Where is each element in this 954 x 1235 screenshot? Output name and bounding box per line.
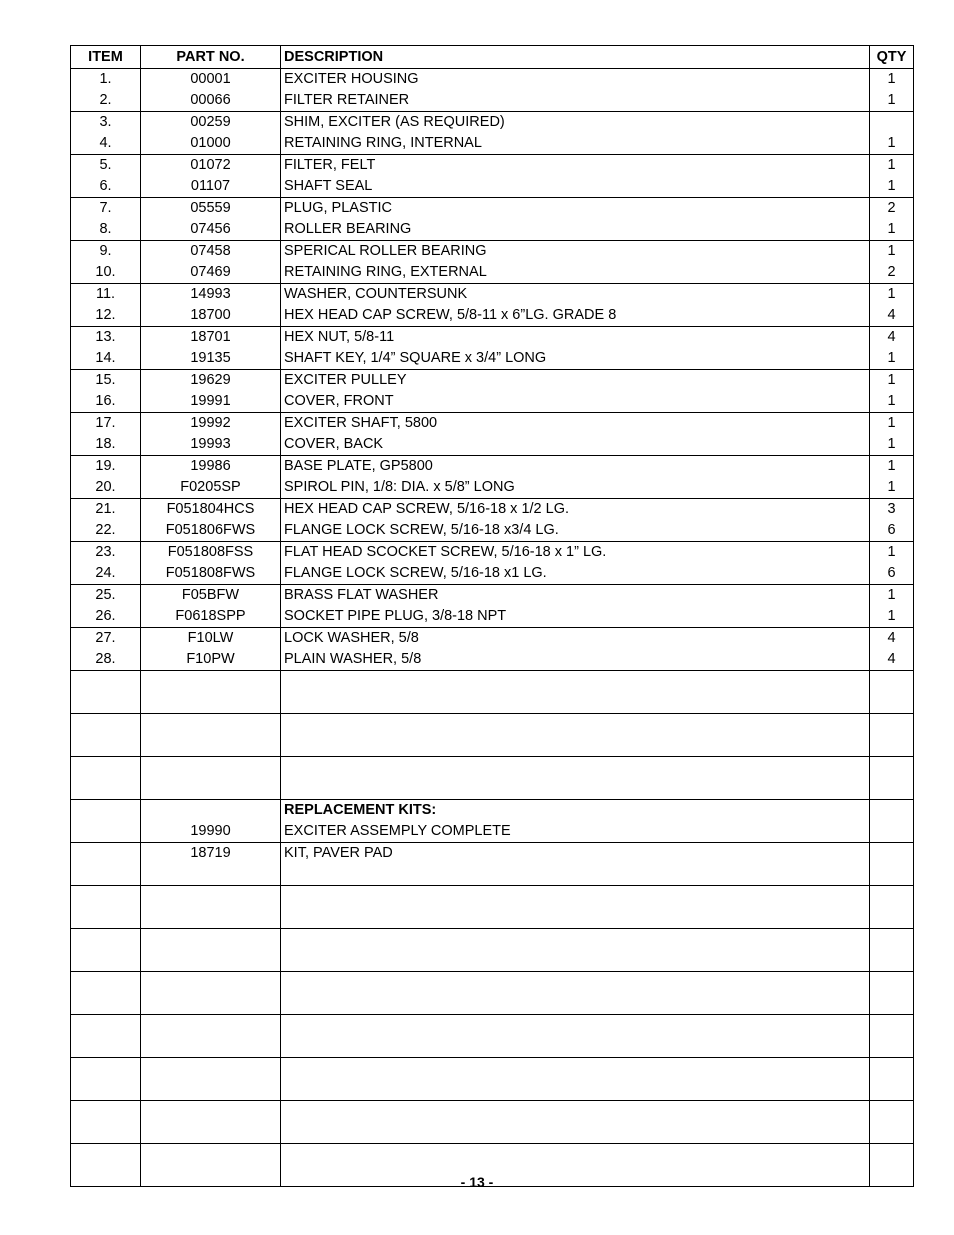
cell-part-no <box>141 993 281 1015</box>
cell-part-no <box>141 972 281 994</box>
cell-part-no <box>141 1144 281 1166</box>
cell-qty: 1 <box>870 585 914 607</box>
cell-description: FLANGE LOCK SCREW, 5/16-18 x1 LG. <box>281 563 870 585</box>
cell-qty: 1 <box>870 348 914 370</box>
cell-part-no: 07469 <box>141 262 281 284</box>
table-row <box>71 499 914 521</box>
table-row <box>71 327 914 349</box>
cell-item: 1. <box>71 69 141 91</box>
cell-qty <box>870 821 914 843</box>
cell-part-no: 18719 <box>141 843 281 865</box>
table-row <box>71 1036 914 1058</box>
cell-description: EXCITER SHAFT, 5800 <box>281 413 870 435</box>
table-row <box>71 778 914 800</box>
cell-qty: 4 <box>870 649 914 671</box>
cell-qty <box>870 1079 914 1101</box>
cell-part-no: 18700 <box>141 305 281 327</box>
cell-item: 21. <box>71 499 141 521</box>
cell-qty <box>870 1101 914 1123</box>
cell-qty <box>870 1144 914 1166</box>
table-row <box>71 1122 914 1144</box>
cell-description: HEX HEAD CAP SCREW, 5/8-11 x 6”LG. GRADE 8 <box>281 305 870 327</box>
cell-description <box>281 1122 870 1144</box>
cell-description <box>281 1101 870 1123</box>
cell-qty: 2 <box>870 198 914 220</box>
cell-qty: 4 <box>870 628 914 650</box>
cell-part-no <box>141 778 281 800</box>
cell-description: WASHER, COUNTERSUNK <box>281 284 870 306</box>
table-row <box>71 757 914 779</box>
cell-part-no <box>141 757 281 779</box>
cell-part-no: F051804HCS <box>141 499 281 521</box>
cell-item <box>71 993 141 1015</box>
cell-description: HEX NUT, 5/8-11 <box>281 327 870 349</box>
cell-qty <box>870 714 914 736</box>
cell-part-no <box>141 907 281 929</box>
cell-qty: 1 <box>870 284 914 306</box>
table-body <box>71 69 914 1187</box>
cell-part-no: 19135 <box>141 348 281 370</box>
table-row <box>71 262 914 284</box>
table-row <box>71 133 914 155</box>
cell-part-no: F10LW <box>141 628 281 650</box>
cell-item: 17. <box>71 413 141 435</box>
cell-part-no <box>141 735 281 757</box>
cell-description: SOCKET PIPE PLUG, 3/8-18 NPT <box>281 606 870 628</box>
cell-item <box>71 1058 141 1080</box>
cell-description: PLUG, PLASTIC <box>281 198 870 220</box>
cell-qty: 4 <box>870 305 914 327</box>
cell-qty: 1 <box>870 477 914 499</box>
cell-part-no: 19629 <box>141 370 281 392</box>
cell-part-no <box>141 1058 281 1080</box>
cell-part-no: 19993 <box>141 434 281 456</box>
cell-item <box>71 907 141 929</box>
cell-qty <box>870 671 914 693</box>
table-row <box>71 370 914 392</box>
cell-description: EXCITER PULLEY <box>281 370 870 392</box>
cell-description <box>281 1079 870 1101</box>
table-row <box>71 198 914 220</box>
cell-qty <box>870 886 914 908</box>
cell-part-no: 01107 <box>141 176 281 198</box>
page-number: - 13 - <box>460 1174 494 1190</box>
cell-part-no: 07456 <box>141 219 281 241</box>
cell-item <box>71 778 141 800</box>
cell-item <box>71 1144 141 1166</box>
cell-qty <box>870 950 914 972</box>
header-row <box>71 46 914 69</box>
cell-qty: 1 <box>870 133 914 155</box>
cell-qty <box>870 735 914 757</box>
cell-item: 13. <box>71 327 141 349</box>
cell-description: RETAINING RING, INTERNAL <box>281 133 870 155</box>
cell-description: FLANGE LOCK SCREW, 5/16-18 x3/4 LG. <box>281 520 870 542</box>
cell-item: 11. <box>71 284 141 306</box>
cell-qty <box>870 1036 914 1058</box>
table-row <box>71 972 914 994</box>
cell-qty: 3 <box>870 499 914 521</box>
cell-qty <box>870 800 914 822</box>
cell-description: ROLLER BEARING <box>281 219 870 241</box>
cell-description <box>281 950 870 972</box>
cell-item: 3. <box>71 112 141 134</box>
cell-description <box>281 735 870 757</box>
table-row <box>71 606 914 628</box>
cell-description <box>281 1015 870 1037</box>
table-row <box>71 542 914 564</box>
cell-description <box>281 671 870 693</box>
cell-qty: 1 <box>870 155 914 177</box>
cell-item <box>71 757 141 779</box>
cell-qty <box>870 112 914 134</box>
table-row <box>71 155 914 177</box>
cell-part-no: 19991 <box>141 391 281 413</box>
cell-part-no <box>141 1101 281 1123</box>
table-row <box>71 219 914 241</box>
table-row <box>71 520 914 542</box>
cell-description <box>281 1036 870 1058</box>
cell-part-no <box>141 886 281 908</box>
table-row <box>71 413 914 435</box>
cell-qty: 4 <box>870 327 914 349</box>
table-row <box>71 864 914 886</box>
cell-qty <box>870 907 914 929</box>
cell-item: 20. <box>71 477 141 499</box>
cell-item: 2. <box>71 90 141 112</box>
cell-part-no <box>141 800 281 822</box>
cell-description: EXCITER ASSEMPLY COMPLETE <box>281 821 870 843</box>
cell-qty: 1 <box>870 69 914 91</box>
cell-qty: 1 <box>870 434 914 456</box>
cell-item: 25. <box>71 585 141 607</box>
table-row <box>71 563 914 585</box>
cell-qty <box>870 692 914 714</box>
table-row <box>71 671 914 693</box>
cell-item <box>71 671 141 693</box>
cell-part-no <box>141 1015 281 1037</box>
cell-item <box>71 735 141 757</box>
table-row <box>71 434 914 456</box>
table-row <box>71 69 914 91</box>
cell-description: FILTER RETAINER <box>281 90 870 112</box>
table-row <box>71 649 914 671</box>
cell-item <box>71 929 141 951</box>
cell-description: KIT, PAVER PAD <box>281 843 870 865</box>
table-row <box>71 1058 914 1080</box>
cell-part-no <box>141 1036 281 1058</box>
cell-item <box>71 972 141 994</box>
cell-qty <box>870 757 914 779</box>
cell-part-no: 18701 <box>141 327 281 349</box>
table-row <box>71 735 914 757</box>
cell-part-no: 19990 <box>141 821 281 843</box>
cell-qty <box>870 1058 914 1080</box>
cell-item: 5. <box>71 155 141 177</box>
cell-qty: 1 <box>870 241 914 263</box>
table-row <box>71 821 914 843</box>
cell-description: SPERICAL ROLLER BEARING <box>281 241 870 263</box>
cell-item: 22. <box>71 520 141 542</box>
cell-item <box>71 1015 141 1037</box>
cell-description <box>281 1058 870 1080</box>
table-row <box>71 176 914 198</box>
cell-description: REPLACEMENT KITS: <box>281 800 870 822</box>
table-row <box>71 477 914 499</box>
cell-description <box>281 757 870 779</box>
cell-qty <box>870 778 914 800</box>
cell-qty <box>870 864 914 886</box>
cell-item <box>71 1101 141 1123</box>
cell-qty: 1 <box>870 370 914 392</box>
cell-item <box>71 886 141 908</box>
cell-part-no: 00001 <box>141 69 281 91</box>
cell-item: 10. <box>71 262 141 284</box>
cell-part-no: 00066 <box>141 90 281 112</box>
cell-qty: 6 <box>870 520 914 542</box>
table-header <box>71 46 914 69</box>
table-row <box>71 284 914 306</box>
cell-part-no: F051808FSS <box>141 542 281 564</box>
cell-description: RETAINING RING, EXTERNAL <box>281 262 870 284</box>
cell-item <box>71 950 141 972</box>
cell-qty <box>870 1122 914 1144</box>
cell-qty <box>870 972 914 994</box>
cell-qty: 1 <box>870 456 914 478</box>
cell-item <box>71 843 141 865</box>
table-row <box>71 90 914 112</box>
cell-item: 12. <box>71 305 141 327</box>
cell-qty <box>870 929 914 951</box>
table-row <box>71 692 914 714</box>
table-row <box>71 950 914 972</box>
cell-qty: 1 <box>870 176 914 198</box>
cell-description: FLAT HEAD SCOCKET SCREW, 5/16-18 x 1” LG. <box>281 542 870 564</box>
cell-description <box>281 929 870 951</box>
cell-description <box>281 907 870 929</box>
cell-qty: 1 <box>870 542 914 564</box>
cell-part-no: F051808FWS <box>141 563 281 585</box>
cell-item <box>71 1036 141 1058</box>
cell-description: BRASS FLAT WASHER <box>281 585 870 607</box>
cell-description <box>281 1144 870 1166</box>
cell-description: BASE PLATE, GP5800 <box>281 456 870 478</box>
cell-part-no: 07458 <box>141 241 281 263</box>
cell-item: 26. <box>71 606 141 628</box>
cell-item <box>71 714 141 736</box>
table-row <box>71 843 914 865</box>
table-row <box>71 391 914 413</box>
cell-qty: 1 <box>870 413 914 435</box>
cell-item: 6. <box>71 176 141 198</box>
cell-description: LOCK WASHER, 5/8 <box>281 628 870 650</box>
cell-qty: 1 <box>870 606 914 628</box>
table-row <box>71 929 914 951</box>
cell-item: 15. <box>71 370 141 392</box>
cell-part-no: 14993 <box>141 284 281 306</box>
cell-qty: 6 <box>870 563 914 585</box>
cell-item: 28. <box>71 649 141 671</box>
cell-description <box>281 714 870 736</box>
parts-list-table <box>70 45 914 1187</box>
cell-description <box>281 692 870 714</box>
cell-item: 24. <box>71 563 141 585</box>
cell-item <box>71 821 141 843</box>
cell-part-no: F051806FWS <box>141 520 281 542</box>
cell-item: 19. <box>71 456 141 478</box>
cell-part-no: 01072 <box>141 155 281 177</box>
cell-qty <box>870 843 914 865</box>
table-row <box>71 1101 914 1123</box>
cell-part-no: 19986 <box>141 456 281 478</box>
cell-item <box>71 1079 141 1101</box>
table-row <box>71 112 914 134</box>
cell-description <box>281 886 870 908</box>
cell-description <box>281 778 870 800</box>
cell-item: 9. <box>71 241 141 263</box>
cell-item: 23. <box>71 542 141 564</box>
cell-part-no <box>141 864 281 886</box>
cell-description: SHAFT SEAL <box>281 176 870 198</box>
cell-item: 4. <box>71 133 141 155</box>
cell-description: COVER, FRONT <box>281 391 870 413</box>
cell-item: 8. <box>71 219 141 241</box>
table-row <box>71 907 914 929</box>
table-row <box>71 241 914 263</box>
cell-part-no <box>141 671 281 693</box>
table-row <box>71 305 914 327</box>
cell-part-no <box>141 929 281 951</box>
cell-item: 27. <box>71 628 141 650</box>
table-row <box>71 1079 914 1101</box>
cell-part-no: 01000 <box>141 133 281 155</box>
cell-item <box>71 692 141 714</box>
cell-description <box>281 864 870 886</box>
cell-qty: 1 <box>870 90 914 112</box>
cell-description: EXCITER HOUSING <box>281 69 870 91</box>
header-description: DESCRIPTION <box>281 46 870 69</box>
cell-qty <box>870 993 914 1015</box>
cell-description: SHAFT KEY, 1/4” SQUARE x 3/4” LONG <box>281 348 870 370</box>
cell-qty: 1 <box>870 219 914 241</box>
cell-part-no <box>141 692 281 714</box>
cell-description <box>281 993 870 1015</box>
cell-part-no: F0205SP <box>141 477 281 499</box>
table-row <box>71 993 914 1015</box>
table-row <box>71 348 914 370</box>
cell-part-no: F0618SPP <box>141 606 281 628</box>
cell-qty: 1 <box>870 391 914 413</box>
cell-part-no: F10PW <box>141 649 281 671</box>
cell-item <box>71 800 141 822</box>
cell-description <box>281 972 870 994</box>
table-row <box>71 1144 914 1166</box>
table-row <box>71 886 914 908</box>
table-row <box>71 585 914 607</box>
cell-item: 18. <box>71 434 141 456</box>
cell-description: PLAIN WASHER, 5/8 <box>281 649 870 671</box>
table-row <box>71 1015 914 1037</box>
cell-description: SHIM, EXCITER (AS REQUIRED) <box>281 112 870 134</box>
cell-item: 7. <box>71 198 141 220</box>
cell-qty: 2 <box>870 262 914 284</box>
cell-description: HEX HEAD CAP SCREW, 5/16-18 x 1/2 LG. <box>281 499 870 521</box>
cell-item: 14. <box>71 348 141 370</box>
cell-part-no: 05559 <box>141 198 281 220</box>
cell-item <box>71 1122 141 1144</box>
header-part-no: PART NO. <box>141 46 281 69</box>
cell-item: 16. <box>71 391 141 413</box>
cell-part-no <box>141 1122 281 1144</box>
table-row <box>71 456 914 478</box>
cell-part-no <box>141 1079 281 1101</box>
cell-part-no <box>141 714 281 736</box>
cell-part-no: 00259 <box>141 112 281 134</box>
header-qty: QTY <box>870 46 914 69</box>
cell-description: FILTER, FELT <box>281 155 870 177</box>
cell-item <box>71 864 141 886</box>
cell-description: SPIROL PIN, 1/8: DIA. x 5/8” LONG <box>281 477 870 499</box>
cell-part-no <box>141 950 281 972</box>
table-row <box>71 714 914 736</box>
cell-part-no: F05BFW <box>141 585 281 607</box>
table-row <box>71 628 914 650</box>
cell-part-no: 19992 <box>141 413 281 435</box>
cell-qty <box>870 1015 914 1037</box>
header-item: ITEM <box>71 46 141 69</box>
table-row <box>71 800 914 822</box>
cell-description: COVER, BACK <box>281 434 870 456</box>
